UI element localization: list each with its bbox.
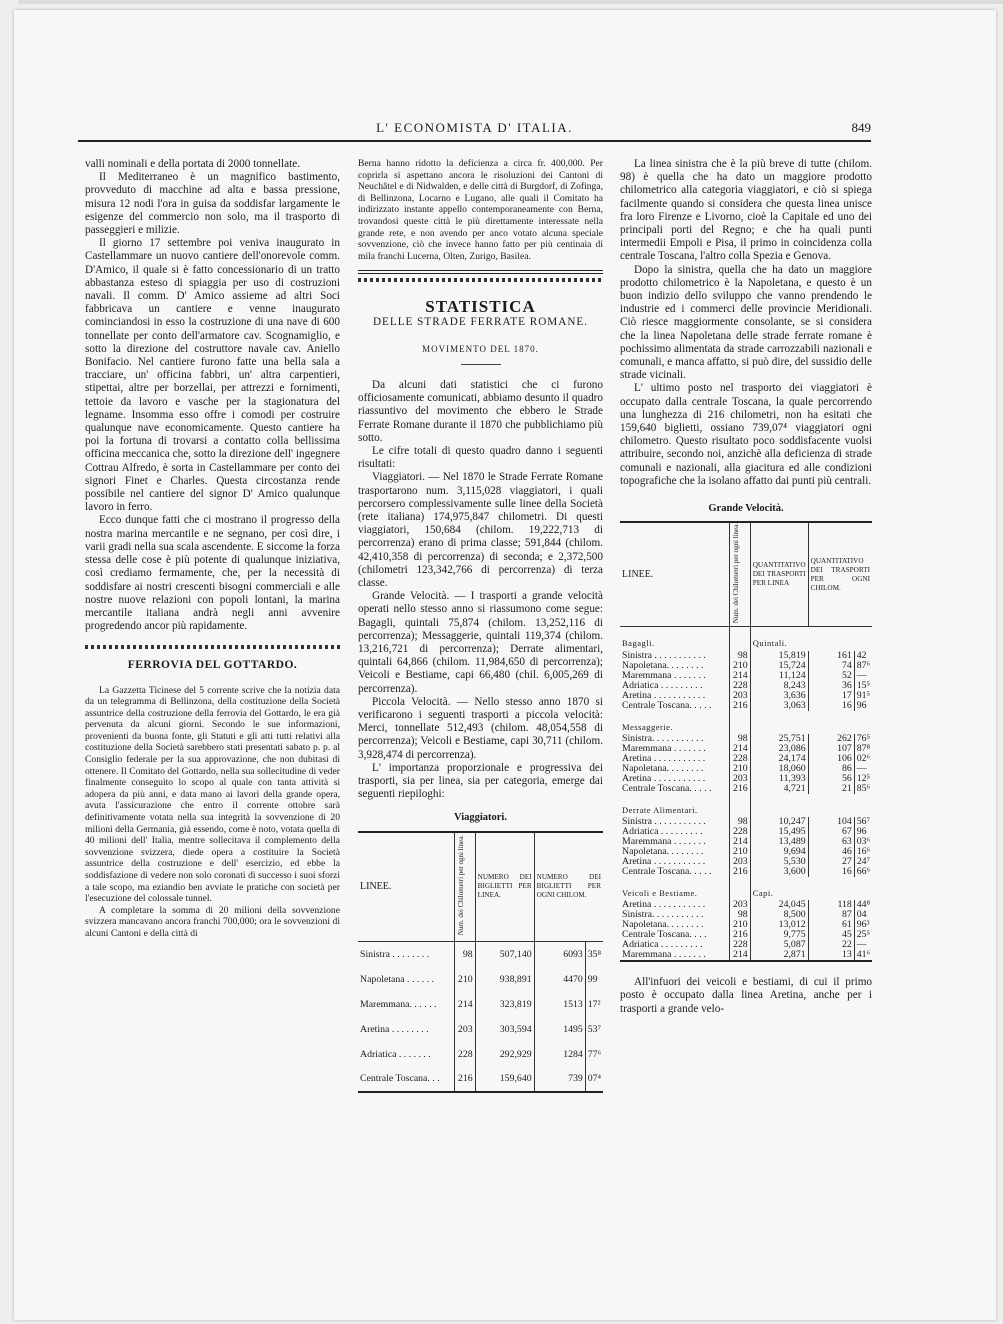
quantity-cell: 3,636 [750,691,808,701]
row-label: Centrale Toscana. . . . . [622,867,712,878]
paragraph: Ecco dunque fatti che ci mostrano il progresso della nostra marina mercantile e ne segnano, per così dire, i varii gradi nella sua scala ascendente. E siccome la forza stessa delle cose è più potente di qualunque iniziativa, così crediamo fermamente, che, per la necessità di soddisfare ai nostri crescenti bisogni commerciali e alle nostre nuove relazioni con popoli lontani, la marina mercantile italiana andrà negli anni avvenire progredendo ancor più rapidamente. [85,514,340,633]
per-km-dec-cell: 42 [854,651,872,661]
running-header [78,118,871,142]
km-cell: 214 [729,837,750,847]
row-label: Sinistra . . . . . . . . . . . [622,650,706,661]
km-cell: 98 [454,942,475,967]
per-km-int-cell: 4470 [534,967,585,992]
paragraph: Il giorno 17 settembre poi veniva inaugurato in Castellammare un nuovo cantiere dell'onorevole comm. D'Amico, il quale si è fatto concessionario di un tratto abbastanza esteso di spiaggia per uso di costruzioni navali. Il comm. D' Amico assieme ad altri Soci fabbricava un cantiere e venne inaugurato cominciandosi in esso la costruzione di una nave di 600 tonnellate per conto dell'armatore cav. Scognamiglio, e sotto la direzione del costruttore navale cav. Aniello Bonifacio. Nel cantiere furono fatte una bella sala a tracciare, un' officina fabbri, un' altra carpentieri, stipettai, altre per borzellai, per attrezzi e fornimenti, tettoie da lavoro e vasche per la stagionatura del legname. Insomma esso offre i comodi per costruire qualunque nave economicamente. Questo cantiere ha poi la fortuna di trovarsi a contatto colla bellissima officina meccanica che, sotto la direzione dell' ingegnere Cottrau Alfredo, è sorta in Castellammare per conto dei signori Finet e Charles. Questa circostanza rende possibile nel cantiere del signor D' Amico qualunque lavoro in ferro. [85,237,340,514]
per-km-dec-cell: 07⁴ [585,1067,603,1092]
paragraph: valli nominali e della portata di 2000 tonnellate. [85,158,300,170]
quantity-cell: 15,495 [750,827,808,837]
paragraph: Da alcuni dati statistici che ci furono officiosamente comunicati, abbiamo desunto il quadro riassuntivo del movimento che ebbero le Strade Ferrate Romane durante il 1870 che pubblichiamo più sotto. [358,378,603,444]
row-label: Adriatica . . . . . . . . . [622,680,703,691]
km-cell: 210 [729,661,750,671]
row-label: Napoletana. . . . . . . . [622,847,704,858]
km-cell: 203 [454,1017,475,1042]
per-km-int-cell: 106 [808,754,854,764]
article-dateline: MOVIMENTO DEL 1870. [422,343,539,354]
km-cell: 214 [729,744,750,754]
per-km-int-cell: 52 [808,671,854,681]
column-header: LINEE. [358,832,454,942]
section-row [620,877,872,900]
row-label: Aretina . . . . . . . . . . . [622,900,706,911]
quantity-cell: 9,694 [750,847,808,857]
paragraph: L' ultimo posto nel trasporto dei viaggiatori è occupato dalla centrale Toscana, la quale percorrendo una lunghezza di 216 chilometri, non ha esitati che 159,640 biglietti, ossiano 739,07⁴ viaggiatori ogni chilometro. Questo risultato poco soddisfacente vuolsi attribuire, secondo noi, anzichè alla deficienza di strade comunali e nazionali, alla giacitura ed alle condizioni topografiche che la isolano affatto dai punti più centrali. [620,382,872,487]
per-km-dec-cell: 03⁶ [854,837,872,847]
count-cell: 159,640 [475,1067,534,1092]
quantity-cell: 15,819 [750,651,808,661]
paragraph: Viaggiatori. — Nel 1870 le Strade Ferrate Romane trasportarono num. 3,115,028 viaggiatori, i quali percorsero complessivamente sulle linee della Società (rete italiana) 174,975,847 chilometri. Di questi viaggiatori, 150,684 (chilom. 19,222,713 di percorrenza) erano di prima classe; 591,844 (chilom. 42,410,358 di percorrenza) di seconda; e 2,372,500 (chilometri 123,342,766 di percorrenza) di terza classe. [358,471,603,589]
row-label: Sinistra. . . . . . . . . . . [622,733,704,744]
km-cell: 98 [729,651,750,661]
per-km-int-cell: 87 [808,910,854,920]
unit-label [750,711,872,734]
per-km-dec-cell: 87⁶ [854,661,872,671]
divider [85,645,340,649]
per-km-int-cell: 74 [808,661,854,671]
table-row [620,701,872,711]
empty-cell [729,794,750,817]
paragraph: Berna hanno ridotto la deficienza a circa fr. 400,000. Per coprirla si aspettano ancora le risoluzioni dei Cantoni di Neuchâtel e di Nidwalden, e delle città di Burgdorf, di Zofinga, di Bellinzona, Locarno e Lugano, alle quali il Comitato ha indirizzato instante appello contemporaneamente con Berna, trovandosi queste città le più direttamente interessate nella grande rete, e non avendo per anco votato alcuna speciale sovvenzione, ciò che invece hanno fatto per più centinaia di mila franchi Lucerna, Olten, Zurigo, Basilea. [358,158,603,262]
per-km-dec-cell: — [854,940,872,950]
row-label: Adriatica . . . . . . . . . [622,827,703,838]
table-row [358,1042,603,1067]
per-km-int-cell: 739 [534,1067,585,1092]
column-left [85,158,340,940]
column-header: QUANTITATIVO DEI TRASPORTI PER LINEA [750,522,808,627]
unit-label: Quintali. [750,627,872,651]
section-row [620,794,872,817]
km-cell: 216 [454,1067,475,1092]
per-km-int-cell: 104 [808,817,854,827]
quantity-cell: 4,721 [750,784,808,794]
section-title: Messaggerie. [622,721,674,732]
km-cell: 214 [729,671,750,681]
km-cell: 203 [729,857,750,867]
per-km-int-cell: 13 [808,950,854,961]
row-label: Maremmana . . . . . . . [622,950,706,961]
row-label: Napoletana. . . . . . . . [622,763,704,774]
km-cell: 216 [729,867,750,877]
table-row [358,1017,603,1042]
quantity-cell: 8,243 [750,681,808,691]
per-km-int-cell: 1495 [534,1017,585,1042]
divider [461,364,501,365]
per-km-dec-cell: 85⁶ [854,784,872,794]
quantity-cell: 5,087 [750,940,808,950]
row-label: Centrale Toscana. . . . [622,930,707,941]
per-km-dec-cell: 77⁶ [585,1042,603,1067]
km-cell: 210 [454,967,475,992]
per-km-int-cell: 46 [808,847,854,857]
per-km-int-cell: 45 [808,930,854,940]
per-km-dec-cell: 99 [585,967,603,992]
per-km-dec-cell: 24⁷ [854,857,872,867]
table-caption: Grande Velocità. [708,503,784,515]
per-km-int-cell: 17 [808,691,854,701]
section-heading-gottardo: FERROVIA DEL GOTTARDO. [127,659,298,672]
table-row [620,950,872,961]
count-cell: 323,819 [475,992,534,1017]
empty-cell [729,877,750,900]
km-cell: 98 [729,734,750,744]
per-km-int-cell: 56 [808,774,854,784]
per-km-dec-cell: 17² [585,992,603,1017]
journal-title: L' ECONOMISTA D' ITALIA. [376,120,573,135]
row-label: Maremmana . . . . . . . [622,743,706,754]
table-row [358,942,603,967]
row-label: Maremmana . . . . . . . [622,837,706,848]
per-km-int-cell: 16 [808,867,854,877]
row-label: Maremmana . . . . . . . [622,670,706,681]
km-cell: 203 [729,900,750,910]
row-label: Aretina . . . . . . . . . . . [622,753,706,764]
section-row [620,627,872,651]
divider [358,270,603,274]
km-cell: 228 [729,754,750,764]
row-label: Napoletana. . . . . . . . [622,920,704,931]
km-cell: 210 [729,920,750,930]
per-km-dec-cell: 41⁶ [854,950,872,961]
km-cell: 228 [729,827,750,837]
section-row [620,711,872,734]
article-subtitle: DELLE STRADE FERRATE ROMANE. [372,315,589,328]
per-km-int-cell: 161 [808,651,854,661]
column-right [620,158,872,1016]
row-label: Napoletana . . . . . . [360,973,434,985]
row-label: Centrale Toscana. . . . . [622,700,712,711]
article-title: STATISTICA [425,297,536,317]
quantity-cell: 11,124 [750,671,808,681]
quantity-cell: 24,174 [750,754,808,764]
row-label: Aretina . . . . . . . . . . . [622,773,706,784]
km-cell: 216 [729,930,750,940]
column-header: NUMERO DEI BIGLIETTI PER OGNI CHILOM. [534,832,603,942]
per-km-dec-cell: 44⁸ [854,900,872,910]
table-row [620,784,872,794]
column-header: Num. dei Chilometri per ogni linea. [731,523,740,624]
per-km-int-cell: 67 [808,827,854,837]
divider [358,278,603,282]
empty-cell [729,711,750,734]
per-km-int-cell: 61 [808,920,854,930]
row-label: Sinistra . . . . . . . . . . . [622,817,706,828]
count-cell: 507,140 [475,942,534,967]
column-header: NUMERO DEI BIGLIETTI PER LINEA. [475,832,534,942]
row-label: Aretina . . . . . . . . [360,1023,429,1035]
km-cell: 203 [729,774,750,784]
column-header: Num. dei Chilometri per ogni linea. [456,835,465,936]
per-km-int-cell: 107 [808,744,854,754]
per-km-int-cell: 118 [808,900,854,910]
table-grande-velocita [620,521,872,962]
table-row [620,867,872,877]
per-km-dec-cell: — [854,764,872,774]
quantity-cell: 2,871 [750,950,808,961]
row-label: Adriatica . . . . . . . . . [622,940,703,951]
count-cell: 303,594 [475,1017,534,1042]
section-title: Veicoli e Bestiame. [622,888,698,899]
quantity-cell: 24,045 [750,900,808,910]
row-label: Centrale Toscana. . . . . [622,783,712,794]
per-km-int-cell: 16 [808,701,854,711]
per-km-dec-cell: 96 [854,827,872,837]
paragraph: La linea sinistra che è la più breve di tutte (chilom. 98) è quella che ha dato un maggiore prodotto chilometrico alla categoria viaggiatori, e ciò si spiega facilmente quando si considera che questa linea unisce fra loro Firenze e Livorno, cioè la Capitale ed uno dei principali porti del Regno; e che ha quali punti intermedii Empoli e Pisa, il primo in coincidenza colla centrale Toscana, l'altro colla Spezia e Genova. [620,158,872,263]
per-km-dec-cell: 04 [854,910,872,920]
per-km-int-cell: 262 [808,734,854,744]
per-km-dec-cell: 12⁵ [854,774,872,784]
per-km-int-cell: 1513 [534,992,585,1017]
count-cell: 938,891 [475,967,534,992]
empty-cell [729,627,750,651]
quantity-cell: 13,012 [750,920,808,930]
per-km-int-cell: 22 [808,940,854,950]
km-cell: 228 [454,1042,475,1067]
km-cell: 98 [729,910,750,920]
km-cell: 98 [729,817,750,827]
paragraph: La Gazzetta Ticinese del 5 corrente scrive che la notizia data da un telegramma di Bellinzona, della costituzione della Società assuntrice della costruzione della ferrovia del Gottardo, le era già pervenuta da alcuni giorni. Secondo le sue informazioni, provenienti da buona fonte, gli Statuti e gli atti tutti relativi alla costituzione della Società sarebbero stati presentati sabato p. p. al Consiglio federale per la sua approvazione, che non dubitasi di ottenere. Il Comitato del Gottardo, nella sua sollecitudine di veder finalmente conseguito lo scopo al quale con tanta attività si adopera da più anni, e data mano ai lavori della grande opera, avuta l'assicurazione che entro il corrente ottobre sarà definitivamente votata nella sua integrità la sovvenzione di 20 milioni della Germania, già essendo, come è noto, votata quella di 40 milioni dell' Italia, mentre sollecitava il complemento della sovvenzione svizzera, diede opera a costituire la Società assuntrice della costruzione e dell' esercizio, ed ebbe la soddisfazione di vedere non solo coronati di successo i suoi sforzi a tale scopo, ma eziandio ben avviate le pratiche con società per l'esecuzione del colossale tunnel. [85,684,340,905]
quantity-cell: 5,530 [750,857,808,867]
page-number: 849 [851,120,871,135]
per-km-int-cell: 36 [808,681,854,691]
quantity-cell: 3,063 [750,701,808,711]
per-km-int-cell: 1284 [534,1042,585,1067]
row-label: Aretina . . . . . . . . . . . [622,690,706,701]
km-cell: 228 [729,940,750,950]
quantity-cell: 10,247 [750,817,808,827]
table-row [358,992,603,1017]
per-km-dec-cell: 35⁸ [585,942,603,967]
per-km-int-cell: 86 [808,764,854,774]
row-label: Sinistra . . . . . . . . [360,948,430,960]
count-cell: 292,929 [475,1042,534,1067]
per-km-dec-cell: 25⁵ [854,930,872,940]
table-row [358,1067,603,1092]
unit-label [750,794,872,817]
paragraph: Il Mediterraneo è un magnifico bastimento, provveduto di macchine ad alta e bassa pressione, misura 12 nodi l'ora in guisa da soddisfar largamente le esigenze del commercio non solo, ma il trasporto di passeggieri e milizie. [85,171,340,237]
unit-label: Capi. [750,877,872,900]
quantity-cell: 18,060 [750,764,808,774]
per-km-int-cell: 63 [808,837,854,847]
paragraph: Piccola Velocità. — Nello stesso anno 1870 si verificarono i seguenti trasporti a piccola velocità: Merci, tonnellate 512,493 (chilom. 48,054,558 di percorrenza); Veicoli e Bestiame, capi 30,711 (chilom. 3,928,474 di percorrenza). [358,695,603,761]
section-title: Bagagli. [622,638,655,649]
km-cell: 210 [729,847,750,857]
per-km-dec-cell: 02⁶ [854,754,872,764]
km-cell: 210 [729,764,750,774]
per-km-dec-cell: 53⁷ [585,1017,603,1042]
per-km-int-cell: 6093 [534,942,585,967]
row-label: Adriatica . . . . . . . [360,1048,431,1060]
row-label: Centrale Toscana. . . [360,1073,440,1085]
km-cell: 216 [729,784,750,794]
per-km-dec-cell: 16⁶ [854,847,872,857]
quantity-cell: 13,489 [750,837,808,847]
column-middle [358,158,603,1093]
paragraph: L' importanza proporzionale e progressiva dei trasporti, sia per linea, sia per categoria, emerge dai seguenti riepiloghi: [358,761,603,801]
paragraph: Dopo la sinistra, quella che ha dato un maggiore prodotto chilometrico è la Napoletana, e questo è un buon indizio dello sviluppo che vanno prendendo le industrie ed i commerci delle provincie Meridionali. Ciò riesce maggiormente consolante, se si considera che la linea Napoletana delle strade ferrate romane è pochissimo alimentata da strade carrozzabili nazionali e comunali, e manca affatto, si può dire, del sussidio delle strade vicinali. [620,263,872,382]
km-cell: 216 [729,701,750,711]
per-km-dec-cell: — [854,671,872,681]
per-km-dec-cell: 15⁵ [854,681,872,691]
table-viaggiatori [358,831,603,1093]
row-label: Napoletana. . . . . . . . [622,660,704,671]
per-km-int-cell: 27 [808,857,854,867]
quantity-cell: 11,393 [750,774,808,784]
per-km-dec-cell: 96³ [854,920,872,930]
km-cell: 214 [454,992,475,1017]
row-label: Maremmana. . . . . . [360,998,437,1010]
quantity-cell: 25,751 [750,734,808,744]
table-caption: Viaggiatori. [454,812,507,824]
quantity-cell: 15,724 [750,661,808,671]
row-label: Aretina . . . . . . . . . . . [622,857,706,868]
per-km-int-cell: 21 [808,784,854,794]
section-title: Derrate Alimentari. [622,804,698,815]
km-cell: 228 [729,681,750,691]
paragraph: Le cifre totali di questo quadro danno i seguenti risultati: [358,444,603,471]
per-km-dec-cell: 91⁵ [854,691,872,701]
per-km-dec-cell: 96 [854,701,872,711]
per-km-dec-cell: 76⁵ [854,734,872,744]
km-cell: 214 [729,950,750,961]
paragraph: All'infuori dei veicoli e bestiami, di cui il primo posto è occupato dalla linea Aretina, anche per i trasporti a grande velo- [620,976,872,1015]
paragraph: A completare la somma di 20 milioni della sovvenzione svizzera mancavano ancora franchi 700,000; ora le sovvenzioni di alcuni Cantoni e della città di [85,904,340,939]
table-row [358,967,603,992]
quantity-cell: 9,775 [750,930,808,940]
quantity-cell: 23,086 [750,744,808,754]
page-edge [18,0,1003,4]
per-km-dec-cell: 56⁷ [854,817,872,827]
per-km-dec-cell: 87⁸ [854,744,872,754]
column-header: LINEE. [620,522,729,627]
column-header: QUANTITATIVO DEI TRASPORTI PER OGNI CHILOM. [808,522,872,627]
per-km-dec-cell: 66⁶ [854,867,872,877]
quantity-cell: 8,500 [750,910,808,920]
quantity-cell: 3,600 [750,867,808,877]
paragraph: Grande Velocità. — I trasporti a grande velocità operati nello stesso anno si riassumono come segue: Bagagli, quintali 75,874 (chilom. 13,252,116 di percorrenza); Messaggerie, quintali 119,374 (chilom. 13,216,721 di percorrenza); Derrate alimentari, quintali 64,866 (chilom. 11,984,650 di percorrenza); Veicoli e Bestiame, capi 66,480 (chil. 6,005,269 di percorrenza). [358,590,603,695]
km-cell: 203 [729,691,750,701]
row-label: Sinistra. . . . . . . . . . . [622,910,704,921]
